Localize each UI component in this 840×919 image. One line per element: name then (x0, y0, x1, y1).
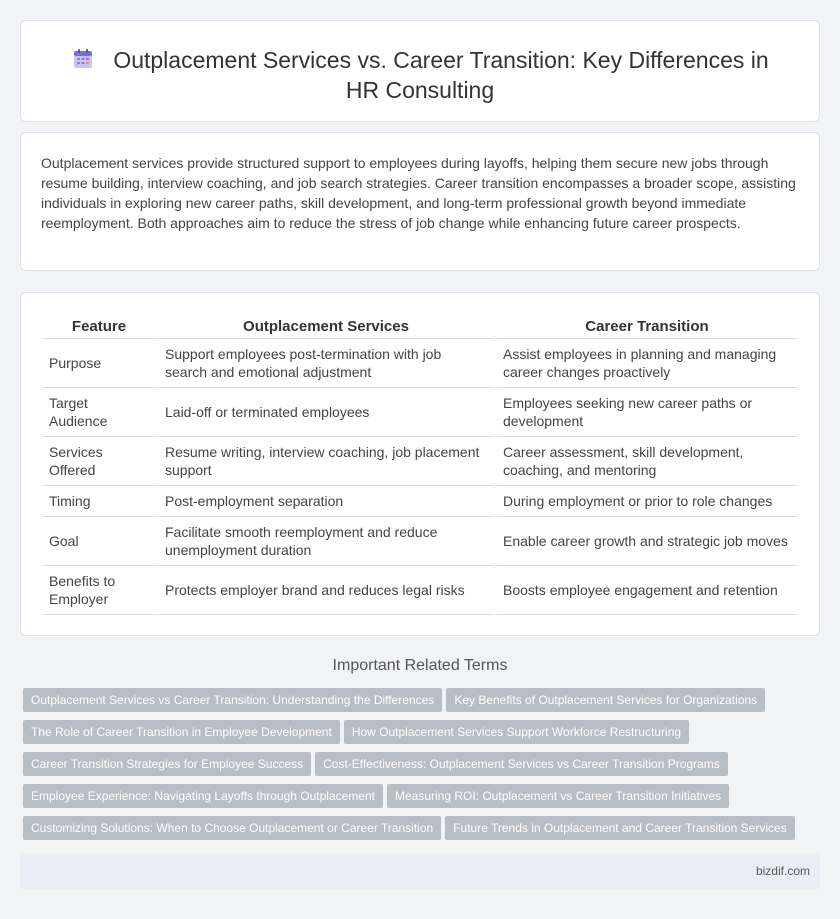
row-career-transition: Assist employees in planning and managing career changes proactively (493, 339, 797, 388)
intro-paragraph: Outplacement services provide structured support to employees during layoffs, helping them secure new jobs through resume building, interview coaching, and job search strategies. Career transition encompasses a broader scope, assisting individuals in exploring new career paths, skill development, and long-term professional growth beyond immediate reemployment. Both approaches aim to reduce the stress of job change while enhancing future career prospects. (41, 155, 796, 231)
related-term-link[interactable]: Measuring ROI: Outplacement vs Career Transition Initiatives (387, 784, 729, 808)
row-feature: Services Offered (43, 437, 155, 486)
related-term-link[interactable]: Cost-Effectiveness: Outplacement Services vs Career Transition Programs (315, 752, 728, 776)
related-term-link[interactable]: Customizing Solutions: When to Choose Outplacement or Career Transition (23, 816, 441, 840)
row-outplacement: Support employees post-termination with job search and emotional adjustment (155, 339, 493, 388)
tag-row (23, 688, 823, 720)
header-feature: Feature (43, 313, 155, 339)
related-terms-title: Important Related Terms (332, 657, 508, 674)
header-career-transition: Career Transition (493, 313, 797, 339)
page-title-text: Outplacement Services vs. Career Transition: Key Differences in HR Consulting (113, 47, 769, 103)
footer-site-link[interactable]: bizdif.com (755, 864, 810, 878)
calendar-icon (71, 47, 95, 71)
related-terms-list (23, 688, 823, 848)
header-outplacement: Outplacement Services (155, 313, 493, 339)
table-row (43, 517, 797, 566)
row-outplacement: Facilitate smooth reemployment and reduce unemployment duration (155, 517, 493, 566)
row-career-transition: Employees seeking new career paths or development (493, 388, 797, 437)
row-career-transition: Boosts employee engagement and retention (493, 566, 797, 615)
related-term-link[interactable]: How Outplacement Services Support Workforce Restructuring (344, 720, 689, 744)
comparison-table-card (20, 292, 820, 636)
page-title (21, 45, 819, 105)
related-term-link[interactable]: Career Transition Strategies for Employee Success (23, 752, 311, 776)
related-term-link[interactable]: Outplacement Services vs Career Transition: Understanding the Differences (23, 688, 442, 712)
tag-row (23, 720, 823, 752)
row-outplacement: Post-employment separation (155, 486, 493, 517)
table-row (43, 388, 797, 437)
footer (20, 854, 820, 889)
table-row (43, 486, 797, 517)
row-outplacement: Protects employer brand and reduces legal risks (155, 566, 493, 615)
comparison-table (43, 313, 797, 615)
row-feature: Timing (43, 486, 155, 517)
row-feature: Benefits to Employer (43, 566, 155, 615)
related-term-link[interactable]: Future Trends in Outplacement and Career Transition Services (445, 816, 795, 840)
tag-row (23, 784, 823, 816)
related-term-link[interactable]: Key Benefits of Outplacement Services for Organizations (446, 688, 765, 712)
row-outplacement: Resume writing, interview coaching, job placement support (155, 437, 493, 486)
table-row (43, 566, 797, 615)
tag-row (23, 752, 823, 784)
table-header-row (43, 313, 797, 339)
related-term-link[interactable]: The Role of Career Transition in Employee Development (23, 720, 340, 744)
row-feature: Target Audience (43, 388, 155, 437)
table-row (43, 437, 797, 486)
row-career-transition: Career assessment, skill development, coaching, and mentoring (493, 437, 797, 486)
row-career-transition: During employment or prior to role changes (493, 486, 797, 517)
related-term-link[interactable]: Employee Experience: Navigating Layoffs through Outplacement (23, 784, 383, 808)
tag-row (23, 816, 823, 848)
row-feature: Purpose (43, 339, 155, 388)
row-career-transition: Enable career growth and strategic job moves (493, 517, 797, 566)
row-feature: Goal (43, 517, 155, 566)
table-row (43, 339, 797, 388)
intro-card (20, 132, 820, 271)
row-outplacement: Laid-off or terminated employees (155, 388, 493, 437)
header-card (20, 20, 820, 122)
